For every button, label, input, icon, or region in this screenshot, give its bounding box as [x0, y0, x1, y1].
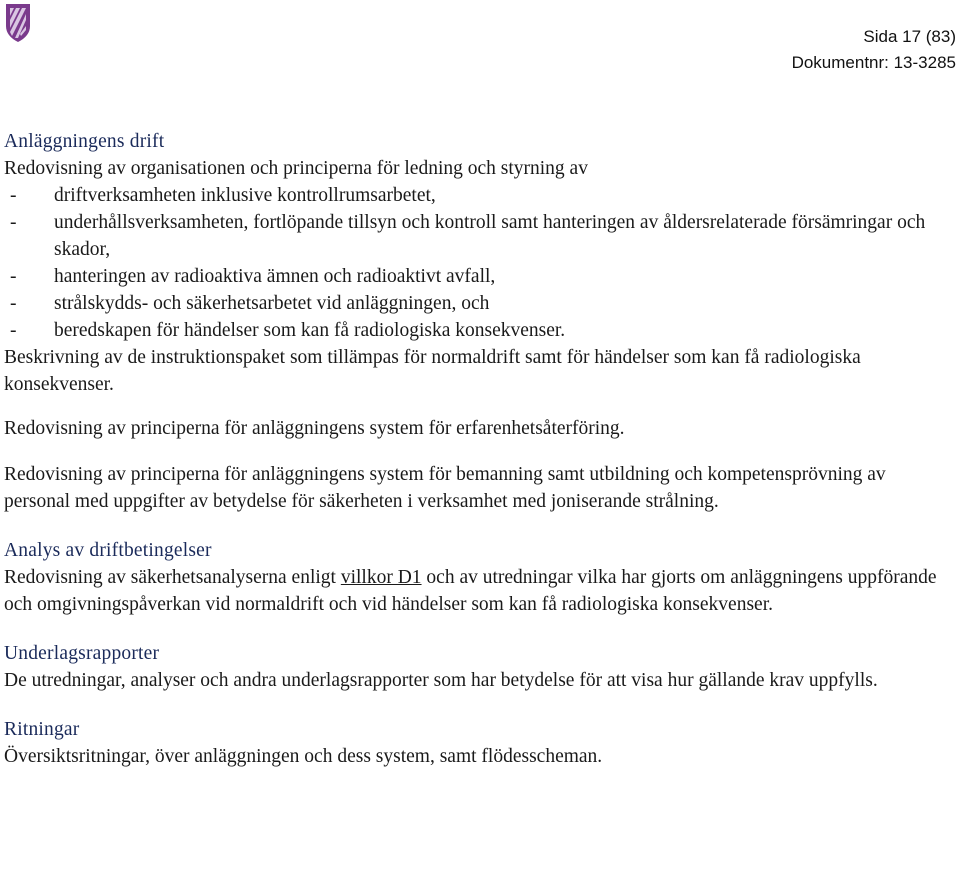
heading-drift: Anläggningens drift: [4, 131, 165, 152]
underlag-paragraph: De utredningar, analyser och andra underlagsrapporter som har betydelse för att visa hur gällande krav uppfylls.: [4, 670, 878, 691]
heading-ritningar: Ritningar: [4, 719, 80, 740]
drift-intro: Redovisning av organisationen och principerna för ledning och styrning av: [4, 158, 588, 179]
list-item: - underhållsverksamheten, fortlöpande tillsyn och kontroll samt hanteringen av åldersrelaterade försämringar och skador,: [10, 212, 926, 260]
drift-paragraph-staffing: Redovisning av principerna för anläggningens system för bemanning samt utbildning och kompetensprövning av personal med uppgifter av betydelse för säkerheten i verksamhet med joniserande strålning.: [4, 464, 886, 512]
villkor-d1-link[interactable]: villkor D1: [340, 567, 422, 588]
ritningar-paragraph: Översiktsritningar, över anläggningen och dess system, samt flödesscheman.: [4, 746, 603, 767]
logo-icon: [4, 2, 32, 44]
drift-paragraph-instructions: Beskrivning av de instruktionspaket som tillämpas för normaldrift samt för händelser som kan få radiologiska konsekvenser.: [4, 347, 861, 395]
drift-paragraph-experience: Redovisning av principerna för anläggningens system för erfarenhetsåterföring.: [4, 418, 625, 439]
drift-list: [4, 182, 954, 344]
heading-analys: Analys av driftbetingelser: [4, 540, 212, 561]
list-item: - driftverksamheten inklusive kontrollrumsarbetet,: [10, 185, 436, 206]
analys-paragraph: Redovisning av säkerhetsanalyserna enligt villkor D1 och av utredningar vilka har gjorts om anläggningens uppförande och omgivningspåverkan vid normaldrift och vid händelser som kan få radiologiska konsekvenser.: [4, 567, 937, 615]
document-body: [4, 128, 954, 770]
list-item: - beredskapen för händelser som kan få radiologiska konsekvenser.: [10, 320, 566, 341]
page-header: [792, 24, 956, 76]
list-item: - hanteringen av radioaktiva ämnen och radioaktivt avfall,: [10, 266, 496, 287]
list-item: - strålskydds- och säkerhetsarbetet vid anläggningen, och: [10, 293, 490, 314]
page-number: Sida 17 (83): [863, 27, 956, 46]
heading-underlag: Underlagsrapporter: [4, 643, 160, 664]
document-number: Dokumentnr: 13-3285: [791, 53, 956, 72]
